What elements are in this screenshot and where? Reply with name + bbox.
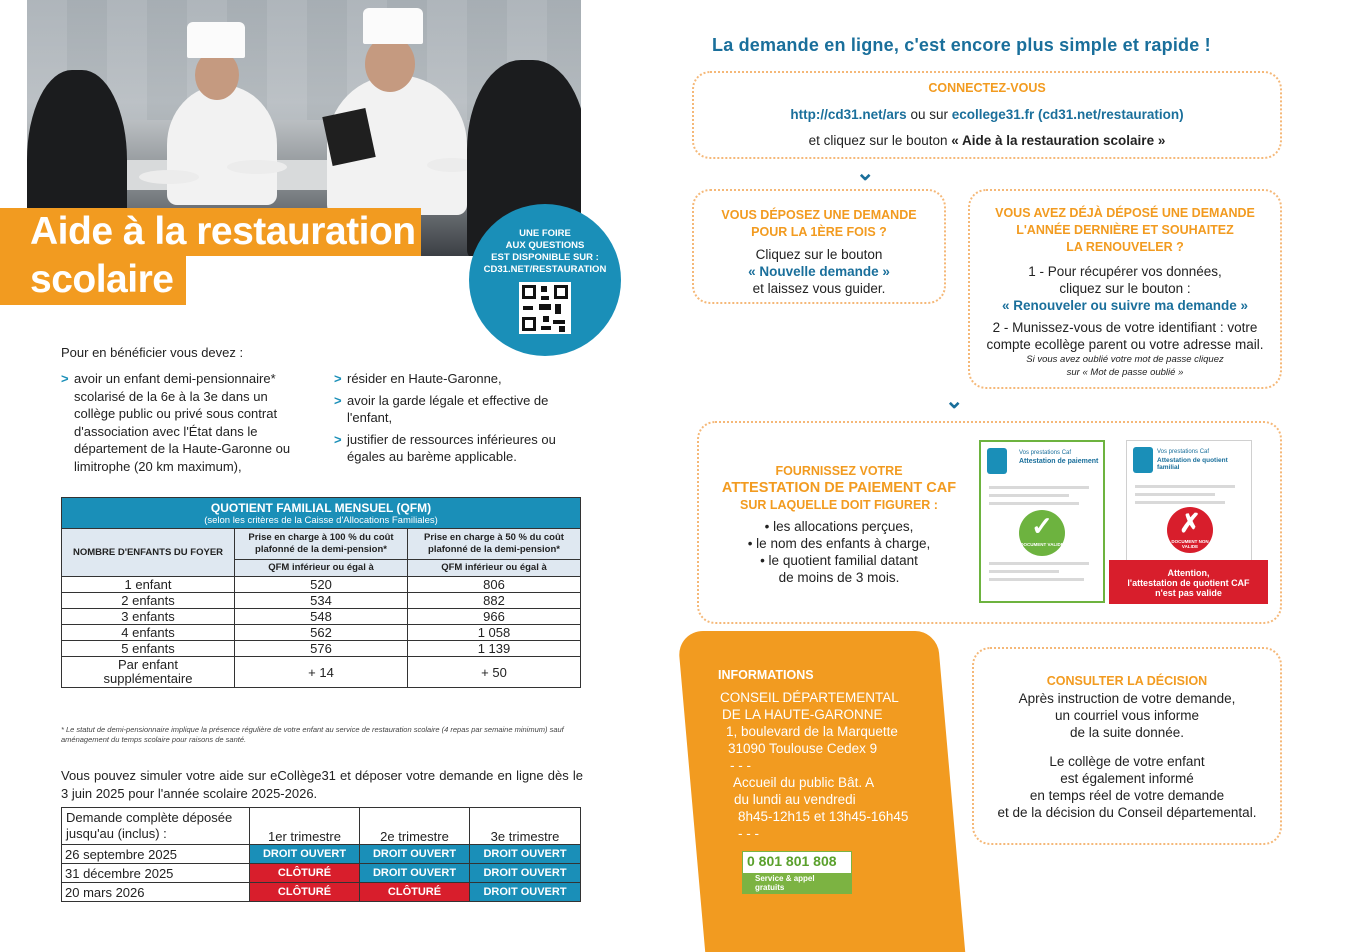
table-header bbox=[62, 498, 581, 529]
faq-badge[interactable] bbox=[469, 204, 621, 356]
trimester-3: 3e trimestre bbox=[470, 808, 581, 845]
list-item: > résider en Haute-Garonne, bbox=[334, 371, 502, 386]
qfm-title: QUOTIENT FAMILIAL MENSUEL (QFM) bbox=[210, 501, 432, 515]
trimester-1: 1er trimestre bbox=[250, 808, 360, 845]
status-badge: DROIT OUVERT bbox=[360, 845, 470, 864]
status-badge: CLÔTURÉ bbox=[250, 864, 360, 883]
qr-code-icon[interactable] bbox=[519, 282, 571, 334]
table-row: 1 enfant 520 806 bbox=[62, 577, 581, 593]
caf-logo-icon bbox=[987, 448, 1007, 474]
faq-line1: UNE FOIRE bbox=[519, 228, 571, 239]
status-badge: DROIT OUVERT bbox=[470, 845, 581, 864]
simulation-text: Vous pouvez simuler votre aide sur eCollège31 et déposer votre demande en ligne dès le 3 juin 2025 pour l'année scolaire 2025-2026. bbox=[61, 768, 583, 801]
chevron-right-icon: > bbox=[334, 392, 342, 408]
caf-box: FOURNISSEZ VOTRE ATTESTATION DE PAIEMENT CAF SUR LAQUELLE DOIT FIGURER : • les allocations perçues, • le nom des enfants à charge, • le quotient familial datant de moins de 3 mois. bbox=[697, 421, 1282, 624]
conditions-list-left bbox=[61, 370, 311, 479]
link-ecollege31[interactable]: ecollege31.fr bbox=[951, 107, 1035, 122]
list-item: > justifier de ressources inférieures ou égales au barème applicable. bbox=[334, 431, 556, 464]
caf-quotient-document: Vos prestations Caf Attestation de quotient familial ✗ DOCUMENT NON VALIDE bbox=[1126, 440, 1252, 565]
connect-box: CONNECTEZ-VOUS http://cd31.net/ars ou sur ecollege31.fr (cd31.net/restauration) et cliquez sur le bouton « Aide à la restauration scolaire » bbox=[692, 71, 1282, 159]
faq-line3: EST DISPONIBLE SUR : bbox=[491, 252, 599, 263]
right-title: La demande en ligne, c'est encore plus simple et rapide ! bbox=[712, 35, 1211, 55]
nouvelle-demande-button-label: « Nouvelle demande » bbox=[748, 264, 890, 279]
deadlines-table bbox=[61, 807, 581, 902]
page-title-line2: scolaire bbox=[0, 256, 186, 305]
status-badge: DROIT OUVERT bbox=[470, 864, 581, 883]
table-row: 26 septembre 2025 DROIT OUVERT DROIT OUVERT DROIT OUVERT bbox=[62, 845, 581, 864]
link-cd31-ars[interactable]: http://cd31.net/ars bbox=[790, 107, 907, 122]
first-request-box: VOUS DÉPOSEZ UNE DEMANDE POUR LA 1ÈRE FOIS ? Cliquez sur le bouton « Nouvelle demande » et laissez vous guider. bbox=[692, 189, 946, 304]
list-item: > avoir la garde légale et effective de l'enfant, bbox=[334, 392, 549, 425]
chevron-right-icon: > bbox=[334, 371, 342, 386]
caf-warning: Attention, l'attestation de quotient CAF n'est pas valide bbox=[1109, 560, 1268, 604]
renew-box: VOUS AVEZ DÉJÀ DÉPOSÉ UNE DEMANDE L'ANNÉE DERNIÈRE ET SOUHAITEZ LA RENOUVELER ? 1 - Pour récupérer vos données, cliquez sur le bouton : « Renouveler ou suivre ma demande » 2 - Munissez-vous de votre identifiant : votre compte ecollège parent ou votre adresse mail. Si vous avez oublié votre mot de passe cliquez sur « Mot de passe oublié » bbox=[968, 189, 1282, 389]
invalid-cross-icon: ✗ DOCUMENT NON VALIDE bbox=[1167, 507, 1213, 553]
col-subheader-100: QFM inférieur ou égal à bbox=[235, 560, 408, 577]
chevron-down-icon: ⌄ bbox=[945, 388, 964, 413]
faq-line2: AUX QUESTIONS bbox=[505, 240, 585, 251]
page-title-line1: Aide à la restauration bbox=[0, 208, 421, 256]
status-badge: CLÔTURÉ bbox=[360, 883, 470, 902]
link-cd31-restauration[interactable]: (cd31.net/restauration) bbox=[1034, 107, 1184, 122]
chevron-down-icon: ⌄ bbox=[856, 160, 875, 185]
trimester-2: 2e trimestre bbox=[360, 808, 470, 845]
col-header-50: Prise en charge à 50 % du coût plafonné de la demi-pension* bbox=[408, 529, 581, 560]
phone-number-badge[interactable]: 0 801 801 808 Service & appel gratuits bbox=[742, 851, 852, 894]
table-row: 3 enfants 548 966 bbox=[62, 609, 581, 625]
list-item: > avoir un enfant demi-pensionnaire* scolarisé de la 6e à la 3e dans un collège public ou privé sous contrat d'association avec l'État dans le département de la Haute-Garonne ou limitrophe (20 km maximum), bbox=[61, 371, 291, 474]
decision-box: CONSULTER LA DÉCISION Après instruction de votre demande, un courriel vous informe de la suite donnée. Le collège de votre enfant est également informé en temps réel de votre demande et de la décision du Conseil départemental. bbox=[972, 647, 1282, 845]
renouveler-button-label: « Renouveler ou suivre ma demande » bbox=[1001, 298, 1249, 313]
conditions-list-right bbox=[334, 370, 582, 470]
info-heading: INFORMATIONS bbox=[718, 668, 814, 682]
info-content: INFORMATIONS CONSEIL DÉPARTEMENTAL DE LA HAUTE-GARONNE 1, boulevard de la Marquette 31090 Toulouse Cedex 9 - - - Accueil du public Bât. A du lundi au vendredi 8h45-12h15 et 13h45-16h45 - - - bbox=[718, 668, 909, 841]
table-row: 31 décembre 2025 CLÔTURÉ DROIT OUVERT DROIT OUVERT bbox=[62, 864, 581, 883]
status-badge: DROIT OUVERT bbox=[360, 864, 470, 883]
qfm-table bbox=[61, 497, 581, 688]
faq-url[interactable]: CD31.NET/RESTAURATION bbox=[483, 264, 607, 275]
caf-logo-icon bbox=[1133, 447, 1153, 473]
qfm-subtitle: (selon les critères de la Caisse d'Allocations Familiales) bbox=[204, 515, 438, 526]
status-badge: DROIT OUVERT bbox=[470, 883, 581, 902]
table-header bbox=[62, 808, 581, 845]
caf-payment-document: Vos prestations Caf Attestation de paiement ✓ DOCUMENT VALIDE bbox=[979, 440, 1105, 603]
phone-number[interactable]: 0 801 801 808 bbox=[747, 853, 837, 869]
chevron-right-icon: > bbox=[334, 431, 342, 447]
col-header-children: NOMBRE D'ENFANTS DU FOYER bbox=[62, 529, 235, 577]
aide-restauration-button-label: « Aide à la restauration scolaire » bbox=[951, 133, 1166, 148]
status-badge: DROIT OUVERT bbox=[250, 845, 360, 864]
deadline-header: Demande complète déposée jusqu'au (inclus) : bbox=[62, 808, 250, 845]
footnote: * Le statut de demi-pensionnaire implique la présence régulière de votre enfant au service de restauration scolaire (4 repas par semaine minimum) sauf aménagement du temps scolaire pour raisons de santé. bbox=[61, 725, 564, 744]
table-row: Par enfant supplémentaire + 14 + 50 bbox=[62, 657, 581, 688]
table-header bbox=[62, 529, 581, 560]
table-row: 5 enfants 576 1 139 bbox=[62, 641, 581, 657]
col-header-100: Prise en charge à 100 % du coût plafonné de la demi-pension* bbox=[235, 529, 408, 560]
col-subheader-50: QFM inférieur ou égal à bbox=[408, 560, 581, 577]
status-badge: CLÔTURÉ bbox=[250, 883, 360, 902]
valid-check-icon: ✓ DOCUMENT VALIDE bbox=[1019, 510, 1065, 556]
chevron-right-icon: > bbox=[61, 371, 69, 386]
table-row: 2 enfants 534 882 bbox=[62, 593, 581, 609]
table-row: 4 enfants 562 1 058 bbox=[62, 625, 581, 641]
table-row: 20 mars 2026 CLÔTURÉ CLÔTURÉ DROIT OUVERT bbox=[62, 883, 581, 902]
intro-text: Pour en bénéficier vous devez : bbox=[61, 345, 244, 360]
connect-heading: CONNECTEZ-VOUS bbox=[928, 81, 1046, 95]
